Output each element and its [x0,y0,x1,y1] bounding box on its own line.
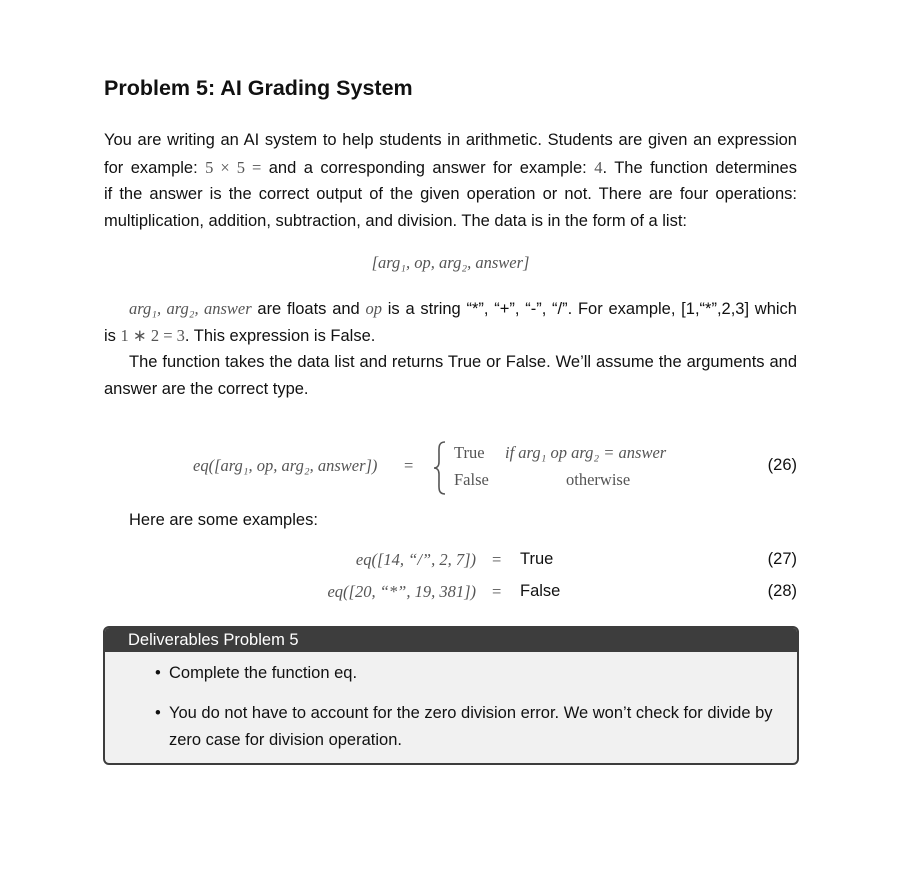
para2-text-b: is a string “*”, “+”, “-”, “/”. For example, [1,“*”,2,3] which [387,300,797,318]
page-title: Problem 5: AI Grading System [104,76,413,100]
equation-27 [104,550,797,580]
intro-line-1: You are writing an AI system to help students in arithmetic. Students are given an expression [104,131,797,149]
eq26-case1-condition: if arg₁ op arg₂ = answer [505,443,667,462]
eq27-lhs: eq([14, “/”, 2, 7]) [355,550,476,569]
para3-line-1: The function takes the data list and returns True or False. We’ll assume the arguments and [129,353,797,371]
equation-26 [104,438,797,496]
example-expression: 5 × 5 = [205,158,262,177]
para2-text-c: is [104,327,116,345]
para2-text-a: are floats and [257,300,360,318]
para2-expression: 1 ∗ 2 = 3 [120,326,185,345]
para2-text-d: . This expression is False. [184,327,376,345]
variable-list: arg₁, arg₂, answer [129,299,252,318]
deliverable-item-1 [155,660,779,687]
eq27-number: (27) [767,550,797,568]
deliverables-header: Deliverables Problem 5 [105,628,797,652]
eq28-equals: = [492,582,502,601]
op-variable: op [365,299,382,318]
example-answer: 4 [594,158,603,177]
bullet-icon: • [155,664,161,682]
para2-line-1 [104,295,797,323]
eq28-number: (28) [767,582,797,600]
para3-line-2: answer are the correct type. [104,380,309,398]
eq28-lhs: eq([20, “*”, 19, 381]) [327,582,476,601]
intro-text-c: . The function determines [602,159,797,177]
intro-line-2 [104,154,797,182]
eq26-lhs: eq([arg₁, op, arg₂, answer]) [193,456,378,475]
eq26-case2-value: False [454,470,489,489]
deliverable-item-2-line-2: zero case for division operation. [169,731,402,749]
bullet-icon: • [155,704,161,722]
list-form-equation: [arg₁, op, arg₂, answer] [371,253,530,272]
intro-text-a: for example: [104,159,198,177]
eq26-number: (26) [767,456,797,474]
eq26-case2-condition: otherwise [566,470,631,489]
deliverable-item-2-line-1: You do not have to account for the zero division error. We won’t check for divide by [169,704,773,722]
deliverables-box [103,626,799,765]
eq26-equals: = [404,456,414,475]
eq26-case1-value: True [454,443,485,462]
examples-intro: Here are some examples: [129,511,318,529]
left-brace-icon [432,440,448,496]
para2-line-2 [104,322,797,350]
equation-28 [104,582,797,612]
intro-text-b: and a corresponding answer for example: [268,159,587,177]
eq27-rhs: True [520,550,554,568]
eq28-rhs: False [520,582,561,600]
deliverable-item-2 [155,700,779,754]
deliverable-item-1-text: Complete the function eq. [169,664,358,682]
eq27-equals: = [492,550,502,569]
intro-line-3: if the answer is the correct output of the given operation or not. There are four operations: [104,185,797,203]
intro-line-4: multiplication, addition, subtraction, and division. The data is in the form of a list: [104,212,688,230]
